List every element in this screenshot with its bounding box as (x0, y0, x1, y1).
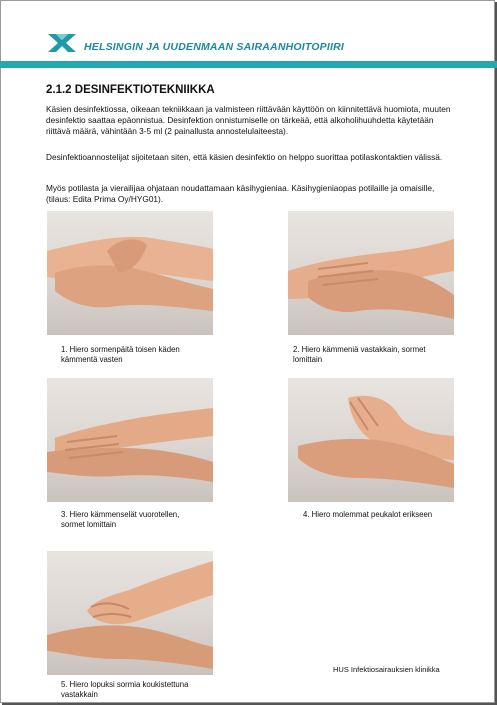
photo-step-3 (47, 378, 213, 502)
paragraph-intro: Käsien desinfektiossa, oikeaan tekniikkaan ja valmisteen riittävään käyttöön on kiinnitettävä huomiota, muuten desinfektio saattaa epäonnistua. Desinfektion onnistumiselle on tärkeää, että alkoholihuuhdetta käytetään riittävä määrä, vähintään 3-5 ml (2 painallusta annostelulaiteesta). (46, 104, 451, 136)
caption-step-5 (61, 680, 231, 700)
photo-step-2 (288, 211, 454, 335)
caption-step-5-line1: 5. Hiero lopuksi sormia koukistettuna (61, 680, 189, 689)
page-title: 2.1.2 DESINFEKTIOTEKNIIKKA (46, 84, 215, 96)
paragraph-dispensers: Desinfektioannostelijat sijoitetaan siten, että käsien desinfektio on helppo suorittaa potilaskontaktien välissä. (46, 152, 443, 162)
paragraph-visitors: Myös potilasta ja vierailijaa ohjataan noudattamaan käsihygieniaa. Käsihygieniaopas potilaille ja omaisille, (tilaus: Edita Prima Oy/HYG01). (46, 183, 435, 204)
organization-name: HELSINGIN JA UUDENMAAN SAIRAANHOITOPIIRI (84, 41, 345, 53)
caption-step-2-line1: 2. Hiero kämmeniä vastakkain, sormet (293, 345, 426, 354)
photo-step-1 (47, 211, 213, 335)
caption-step-1 (61, 345, 231, 365)
caption-step-1-line1: 1. Hiero sormenpäitä toisen käden (61, 345, 180, 354)
page-header (46, 28, 344, 58)
caption-step-4-line1: 4. Hiero molemmat peukalot erikseen (303, 510, 433, 519)
caption-step-1-line2: kämmentä vasten (61, 355, 123, 364)
caption-step-2-line2: lomittain (293, 355, 323, 364)
photo-step-4 (288, 378, 454, 502)
header-rule (0, 61, 497, 68)
caption-step-3-line2: sormet lomittain (61, 520, 117, 529)
caption-step-4 (303, 510, 473, 520)
hus-cross-logo-icon (46, 31, 78, 55)
caption-step-5-line2: vastakkain (61, 690, 98, 699)
caption-step-3 (61, 510, 231, 530)
caption-step-2 (293, 345, 463, 365)
caption-step-3-line1: 3. Hiero kämmenselät vuorotellen, (61, 510, 180, 519)
footer-clinic: HUS Infektiosairauksien klinikka (333, 665, 440, 674)
photo-step-5 (47, 551, 213, 675)
